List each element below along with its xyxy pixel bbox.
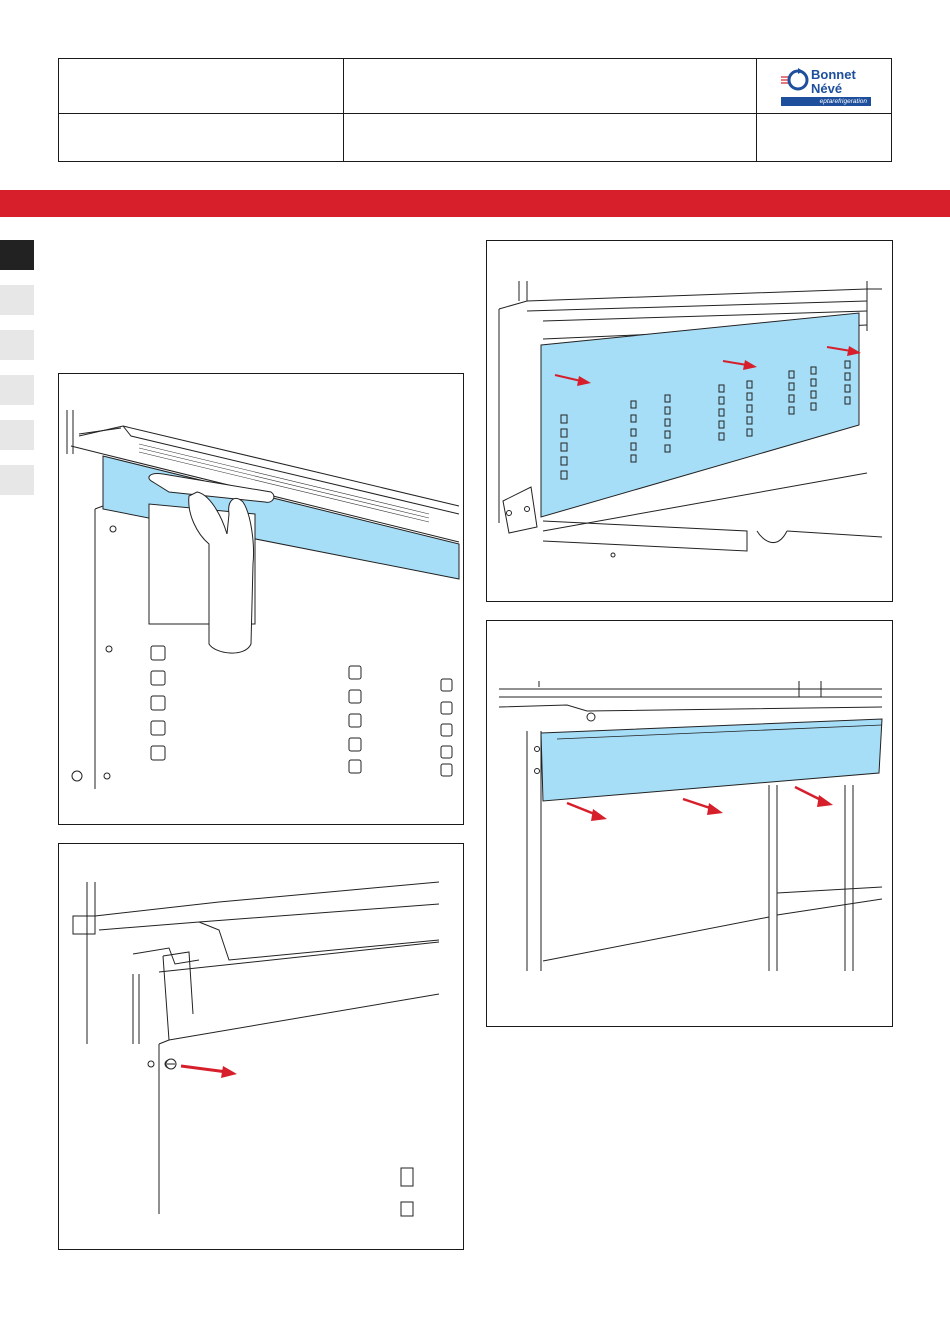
figure-remove-upper-trim (58, 373, 464, 825)
figure-remove-front-trim (486, 620, 893, 1027)
figure-remove-rear-panel (486, 240, 893, 602)
header-cell-empty (59, 59, 343, 113)
arrow-icon (683, 799, 723, 815)
screw-icon (166, 1059, 176, 1069)
section-accent-bar (0, 190, 950, 217)
illustration-front-trim (487, 621, 893, 1027)
side-tab-2[interactable] (0, 285, 34, 315)
side-tab-5[interactable] (0, 420, 34, 450)
illustration-rear-panel (487, 241, 893, 602)
figure-remove-screw (58, 843, 464, 1250)
arrow-icon (795, 787, 833, 807)
header-table (58, 58, 892, 162)
logo-mark (781, 65, 873, 99)
side-tab-1[interactable] (0, 240, 34, 270)
header-cell-empty (59, 114, 343, 162)
logo-tagline: eptarefrigeration (781, 97, 871, 106)
header-divider (756, 59, 757, 161)
highlighted-front-trim (541, 719, 882, 801)
illustration-upper-trim (59, 374, 464, 825)
side-tab-3[interactable] (0, 330, 34, 360)
highlighted-rear-panel (541, 313, 859, 517)
header-cell-empty (344, 114, 756, 162)
logo-brand-line1: Bonnet (811, 67, 856, 82)
side-tab-6[interactable] (0, 465, 34, 495)
header-cell-empty (344, 59, 756, 113)
arrow-icon (567, 803, 607, 821)
brand-logo (781, 65, 873, 109)
logo-brand-line2: Névé (811, 81, 843, 96)
illustration-screw (59, 844, 464, 1250)
arrow-icon (181, 1066, 237, 1078)
side-tab-4[interactable] (0, 375, 34, 405)
